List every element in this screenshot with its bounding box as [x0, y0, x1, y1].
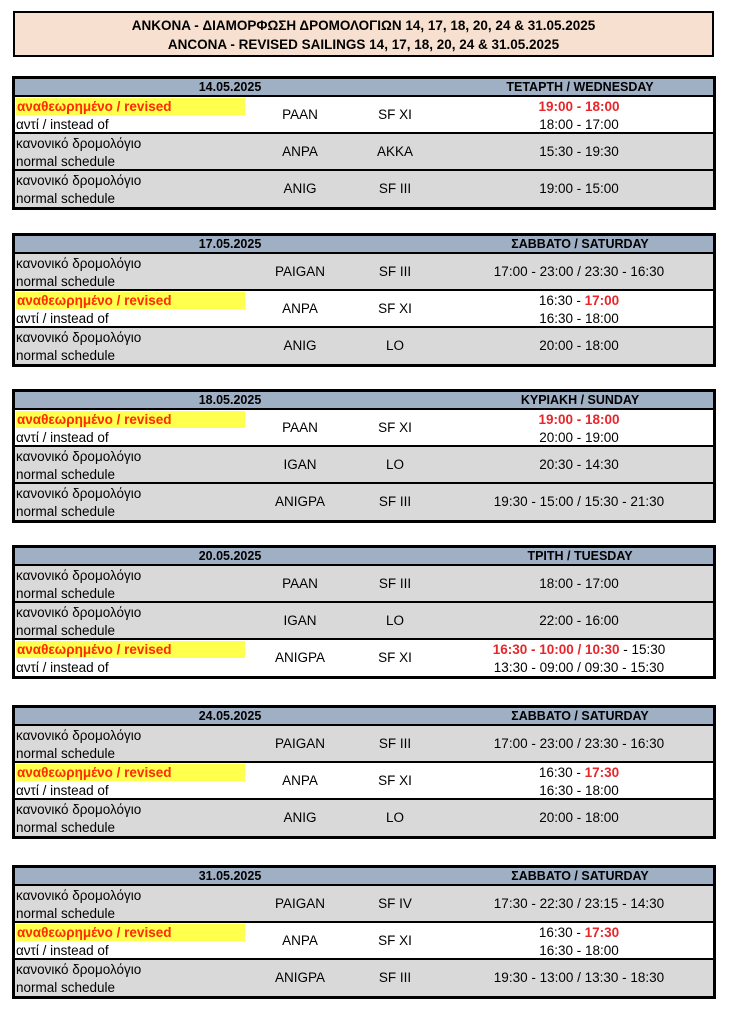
instead-of-label: αντί / instead of	[16, 943, 109, 958]
route-code: ANPA	[282, 773, 318, 788]
status-label-english: normal schedule	[16, 980, 116, 995]
original-times: 18:00 - 17:00	[539, 117, 619, 132]
status-label-greek: κανονικό δρομολόγιο	[16, 486, 142, 501]
revised-times-changed: 19:00 - 18:00	[538, 99, 620, 114]
sailing-times: 19:00 - 15:00	[539, 181, 619, 196]
ship-name: SF III	[378, 264, 412, 279]
revised-times-prefix: 16:30 -	[538, 765, 585, 780]
ship-name: LO	[385, 338, 404, 353]
ship-name: SF III	[378, 181, 412, 196]
ship-name: SF XI	[378, 107, 412, 122]
route-code: IGAN	[283, 613, 317, 628]
ship-name: SF XI	[378, 420, 412, 435]
revised-sailing-row	[15, 97, 713, 134]
day-header	[15, 79, 713, 97]
revised-times	[445, 98, 713, 115]
route-code: ANIG	[283, 181, 317, 196]
route-code: ANIG	[283, 338, 317, 353]
day-name: ΚΥΡΙΑΚΗ / SUNDAY	[520, 393, 640, 407]
ship-name: SF III	[378, 970, 412, 985]
day-header	[15, 236, 713, 254]
revised-label	[16, 98, 245, 115]
route-code: PAIGAN	[274, 736, 325, 751]
ship-name: LO	[385, 810, 404, 825]
original-times: 16:30 - 18:00	[539, 311, 619, 326]
revised-times	[445, 641, 713, 658]
route-code: ANPA	[282, 144, 318, 159]
route-code: ANPA	[282, 933, 318, 948]
revised-sailing-row	[15, 763, 713, 800]
ship-name: LO	[385, 613, 404, 628]
route-code: ANIGPA	[274, 494, 325, 509]
revised-times	[445, 292, 713, 309]
revised-highlight: αναθεωρημένο / revised	[16, 924, 245, 941]
day-date: 20.05.2025	[198, 549, 262, 563]
status-label-english: normal schedule	[16, 191, 116, 206]
revised-label	[16, 411, 245, 428]
sailing-times: 22:00 - 16:00	[539, 613, 619, 628]
revised-times-changed: 17:30	[584, 925, 620, 940]
route-code: ANPA	[282, 301, 318, 316]
ship-name: SF III	[378, 494, 412, 509]
sailing-times: 17:00 - 23:00 / 23:30 - 16:30	[493, 264, 665, 279]
day-block	[12, 76, 716, 210]
instead-of-label: αντί / instead of	[16, 117, 109, 132]
ship-name: SF III	[378, 736, 412, 751]
revised-times-changed: 17:30	[584, 765, 620, 780]
ship-name: SF IV	[378, 896, 412, 911]
sailing-times: 19:30 - 13:00 / 13:30 - 18:30	[493, 970, 665, 985]
revised-times	[445, 411, 713, 428]
revised-highlight: αναθεωρημένο / revised	[16, 764, 245, 781]
revised-times-rest: - 15:30	[619, 642, 666, 657]
status-label-greek: κανονικό δρομολόγιο	[16, 256, 142, 271]
instead-of-label: αντί / instead of	[16, 311, 109, 326]
sailing-times: 17:00 - 23:00 / 23:30 - 16:30	[493, 736, 665, 751]
route-code: PAIGAN	[274, 896, 325, 911]
status-label-greek: κανονικό δρομολόγιο	[16, 728, 142, 743]
revised-sailing-row	[15, 291, 713, 328]
revised-label	[16, 764, 245, 781]
status-label-english: normal schedule	[16, 274, 116, 289]
status-label-greek: κανονικό δρομολόγιο	[16, 330, 142, 345]
revised-sailing-row	[15, 923, 713, 960]
ship-name: SF XI	[378, 773, 412, 788]
ship-name: SF XI	[378, 301, 412, 316]
revised-sailing-row	[15, 410, 713, 447]
normal-sailing-row	[15, 886, 713, 923]
status-label-english: normal schedule	[16, 746, 116, 761]
sailing-times: 20:00 - 18:00	[539, 810, 619, 825]
revised-highlight: αναθεωρημένο / revised	[16, 411, 245, 428]
route-code: ANIGPA	[274, 650, 325, 665]
normal-sailing-row	[15, 960, 713, 996]
route-code: ANIGPA	[274, 970, 325, 985]
sailing-times: 18:00 - 17:00	[539, 576, 619, 591]
day-block	[12, 865, 716, 999]
route-code: PAAN	[282, 107, 318, 122]
ship-name: LO	[385, 457, 404, 472]
revised-times-changed: 16:30 - 10:00 / 10:30	[492, 642, 620, 657]
status-label-greek: κανονικό δρομολόγιο	[16, 136, 142, 151]
normal-sailing-row	[15, 447, 713, 484]
route-code: PAAN	[282, 576, 318, 591]
status-label-greek: κανονικό δρομολόγιο	[16, 568, 142, 583]
normal-sailing-row	[15, 171, 713, 207]
route-code: IGAN	[283, 457, 317, 472]
revised-times-changed: 19:00 - 18:00	[538, 412, 620, 427]
ship-name: AKKA	[376, 144, 414, 159]
day-name: ΤΕΤΑΡΤΗ / WEDNESDAY	[506, 80, 654, 94]
day-header	[15, 708, 713, 726]
normal-sailing-row	[15, 603, 713, 640]
status-label-greek: κανονικό δρομολόγιο	[16, 888, 142, 903]
day-date: 24.05.2025	[198, 709, 262, 723]
revised-highlight: αναθεωρημένο / revised	[16, 292, 245, 309]
status-label-english: normal schedule	[16, 586, 116, 601]
revised-times	[445, 764, 713, 781]
sailing-times: 20:00 - 18:00	[539, 338, 619, 353]
route-code: ANIG	[283, 810, 317, 825]
original-times: 20:00 - 19:00	[539, 430, 619, 445]
normal-sailing-row	[15, 726, 713, 763]
status-label-english: normal schedule	[16, 504, 116, 519]
normal-sailing-row	[15, 134, 713, 171]
route-code: PAAN	[282, 420, 318, 435]
day-date: 14.05.2025	[198, 80, 262, 94]
revised-highlight: αναθεωρημένο / revised	[16, 641, 245, 658]
status-label-english: normal schedule	[16, 467, 116, 482]
ship-name: SF III	[378, 576, 412, 591]
revised-sailing-row	[15, 640, 713, 676]
day-date: 17.05.2025	[198, 237, 262, 251]
original-times: 13:30 - 09:00 / 09:30 - 15:30	[493, 660, 665, 675]
ship-name: SF XI	[378, 933, 412, 948]
original-times: 16:30 - 18:00	[539, 943, 619, 958]
day-date: 18.05.2025	[198, 393, 262, 407]
instead-of-label: αντί / instead of	[16, 430, 109, 445]
status-label-greek: κανονικό δρομολόγιο	[16, 605, 142, 620]
status-label-greek: κανονικό δρομολόγιο	[16, 802, 142, 817]
instead-of-label: αντί / instead of	[16, 783, 109, 798]
revised-times-prefix: 16:30 -	[538, 293, 585, 308]
normal-sailing-row	[15, 254, 713, 291]
ship-name: SF XI	[378, 650, 412, 665]
day-block	[12, 545, 716, 679]
revised-times-changed: 17:00	[584, 293, 620, 308]
route-code: PAIGAN	[274, 264, 325, 279]
revised-times-prefix: 16:30 -	[538, 925, 585, 940]
title-english: ANCONA - REVISED SAILINGS 14, 17, 18, 20, 24 & 31.05.2025	[167, 37, 560, 52]
normal-sailing-row	[15, 328, 713, 364]
day-name: ΣΑΒΒΑΤΟ / SATURDAY	[511, 709, 649, 723]
status-label-english: normal schedule	[16, 348, 116, 363]
revised-label	[16, 924, 245, 941]
sailing-times: 17:30 - 22:30 / 23:15 - 14:30	[493, 896, 665, 911]
day-header	[15, 548, 713, 566]
title-greek: ANKONA - ΔΙΑΜΟΡΦΩΣΗ ΔΡΟΜΟΛΟΓΙΩΝ 14, 17, 18, 20, 24 & 31.05.2025	[131, 18, 596, 33]
normal-sailing-row	[15, 566, 713, 603]
status-label-english: normal schedule	[16, 820, 116, 835]
day-block	[12, 233, 716, 367]
original-times: 16:30 - 18:00	[539, 783, 619, 798]
instead-of-label: αντί / instead of	[16, 660, 109, 675]
document-title	[13, 11, 714, 57]
day-name: ΤΡΙΤΗ / TUESDAY	[527, 549, 633, 563]
day-header	[15, 868, 713, 886]
revised-highlight: αναθεωρημένο / revised	[16, 98, 245, 115]
sailing-times: 15:30 - 19:30	[539, 144, 619, 159]
sailing-times: 20:30 - 14:30	[539, 457, 619, 472]
revised-label	[16, 292, 245, 309]
status-label-english: normal schedule	[16, 623, 116, 638]
normal-sailing-row	[15, 800, 713, 836]
day-block	[12, 389, 716, 523]
normal-sailing-row	[15, 484, 713, 520]
revised-times	[445, 924, 713, 941]
day-block	[12, 705, 716, 839]
status-label-english: normal schedule	[16, 154, 116, 169]
day-name: ΣΑΒΒΑΤΟ / SATURDAY	[511, 237, 649, 251]
status-label-greek: κανονικό δρομολόγιο	[16, 173, 142, 188]
day-date: 31.05.2025	[198, 869, 262, 883]
day-name: ΣΑΒΒΑΤΟ / SATURDAY	[511, 869, 649, 883]
status-label-greek: κανονικό δρομολόγιο	[16, 449, 142, 464]
status-label-english: normal schedule	[16, 906, 116, 921]
status-label-greek: κανονικό δρομολόγιο	[16, 962, 142, 977]
day-header	[15, 392, 713, 410]
sailing-times: 19:30 - 15:00 / 15:30 - 21:30	[493, 494, 665, 509]
revised-label	[16, 641, 245, 658]
